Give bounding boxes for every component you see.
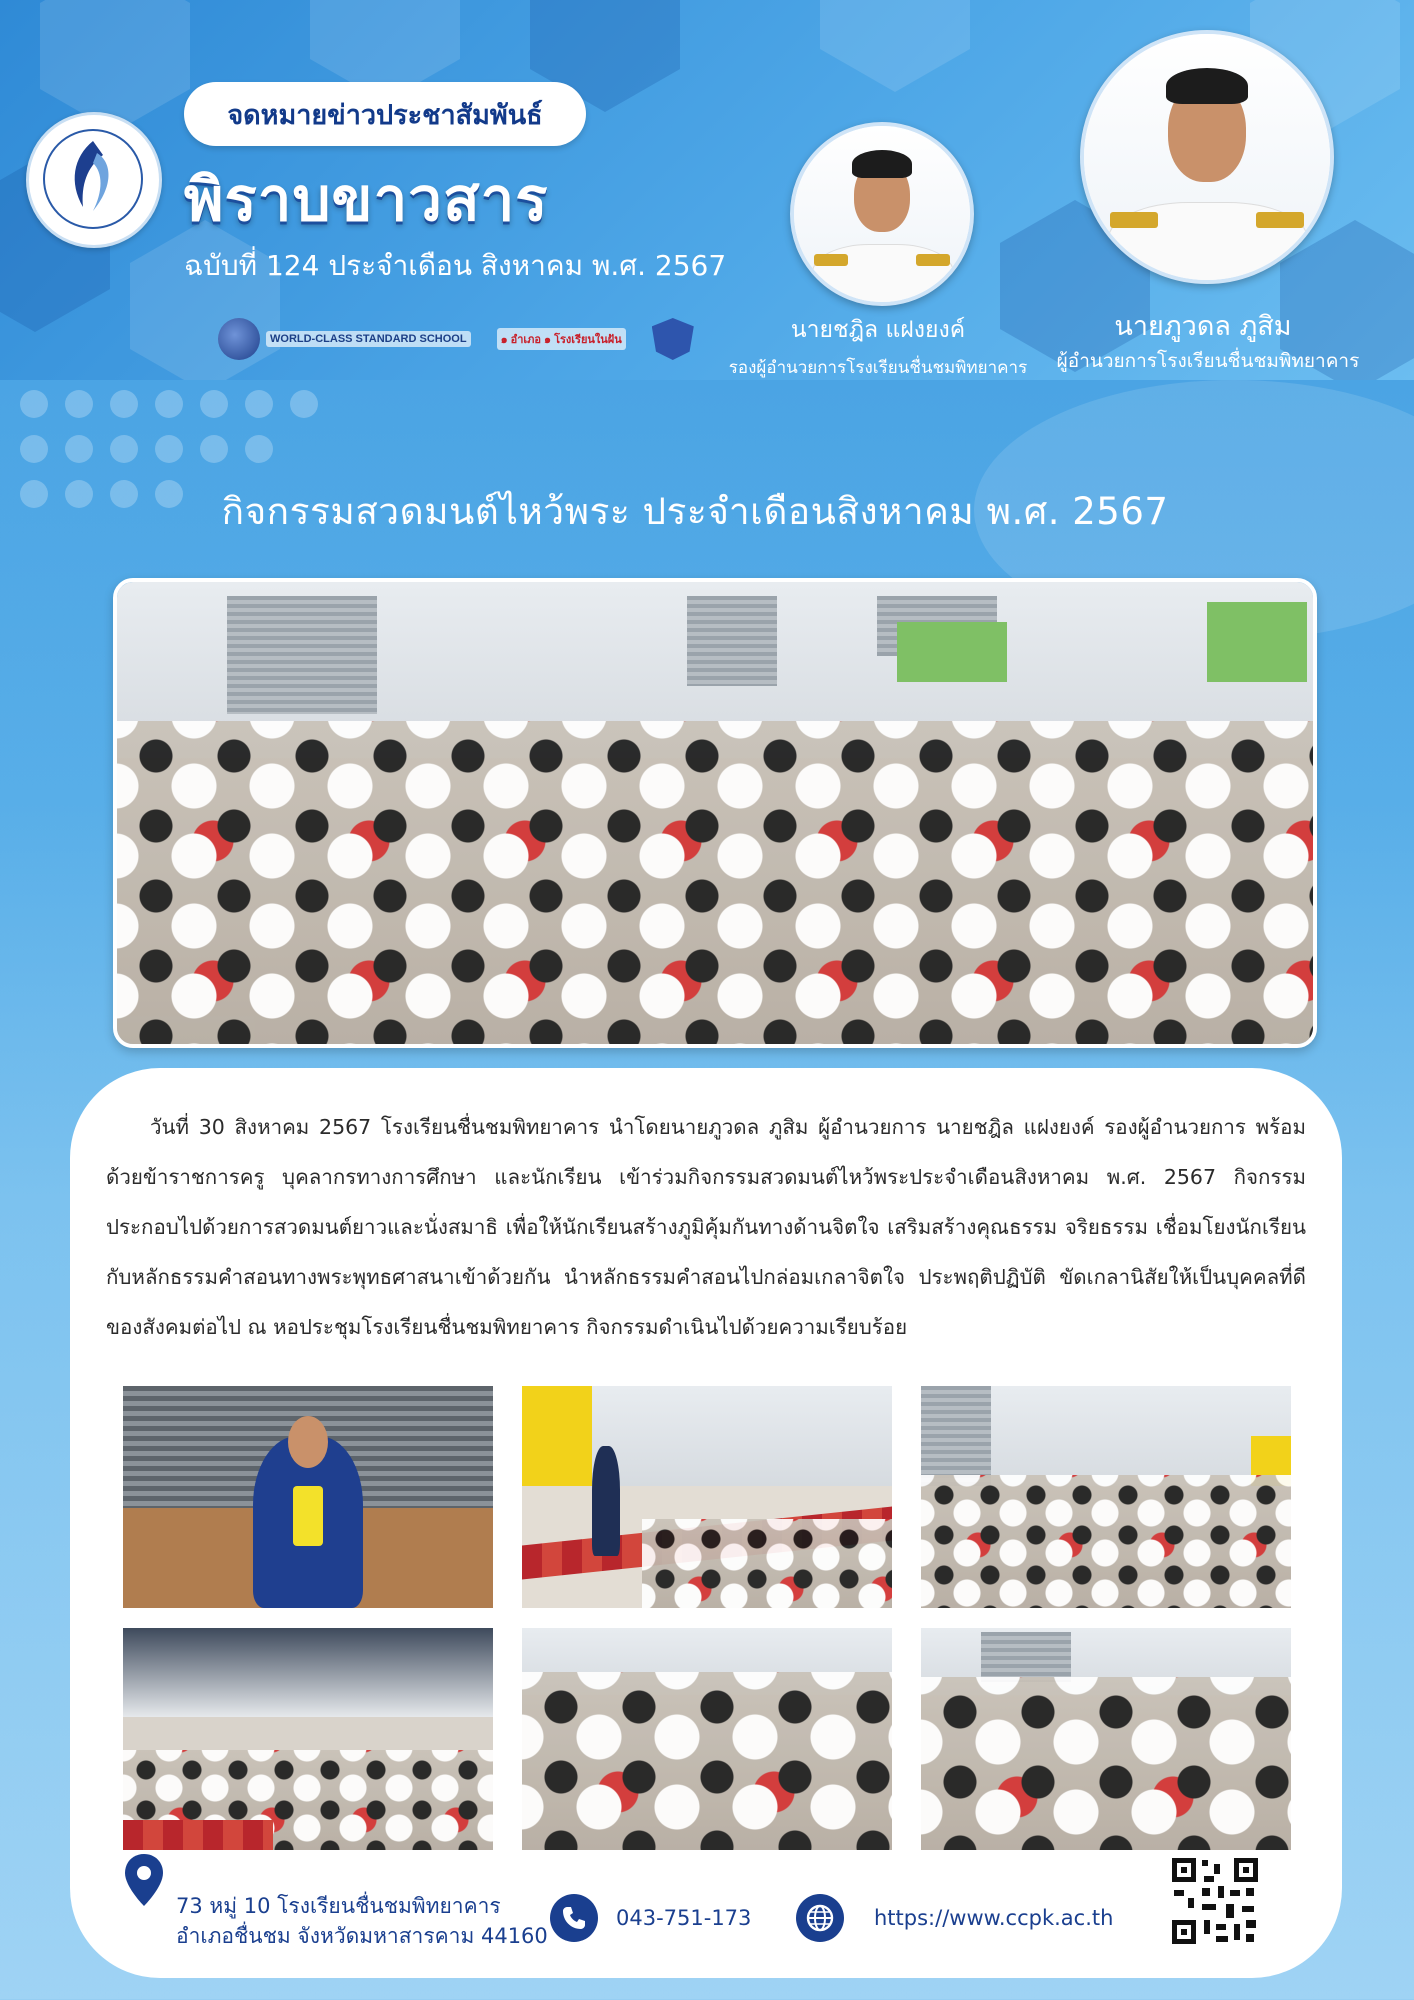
vice-director-name: นายชฎิล แฝงยงค์ [790,317,966,343]
photo-students-rows [921,1628,1291,1850]
globe-logo-icon [218,318,260,360]
article-heading: กิจกรรมสวดมนต์ไหว้พระ ประจำเดือนสิงหาคม พ.ศ. 2567 [221,490,1169,533]
website-link[interactable]: https://www.ccpk.ac.th [874,1906,1114,1930]
vice-director-role: รองผู้อำนวยการโรงเรียนชื่นชมพิทยาคาร [728,358,1028,378]
article-body: วันที่ 30 สิงหาคม 2567 โรงเรียนชื่นชมพิทยาคาร นำโดยนายภูวดล ภูสิม ผู้อำนวยการ นายชฎิล แฝงยงค์ รองผู้อำนวยการ พร้อมด้วยข้าราชการครู บุคลากรทางการศึกษา และนักเรียน เข้าร่วมกิจกรรมสวดมนต์ไหว้พระประจำเดือนสิงหาคม พ.ศ. 2567 กิจกรรมประกอบไปด้วยการสวดมนต์ยาวและนั่งสมาธิ เพื่อให้นักเรียนสร้างภูมิคุ้มกันทางด้านจิตใจ เสริมสร้างคุณธรรม จริยธรรม เชื่อมโยงนักเรียนกับหลักธรรมคำสอนทางพระพุทธศาสนาเข้าด้วยกัน นำหลักธรรมคำสอนไปกล่อมเกลาจิตใจ ประพฤติปฏิบัติ ขัดเกลานิสัยให้เป็นบุคคลที่ดีของสังคมต่อไป ณ หอประชุมโรงเรียนชื่นชมพิทยาคาร กิจกรรมดำเนินไปด้วยความเรียบร้อย [106,1115,1306,1339]
photo-speaker [123,1386,493,1608]
phone-number[interactable]: 043-751-173 [616,1906,752,1930]
photo-hall-side [921,1386,1291,1608]
vice-director-photo [790,122,974,306]
crest-icon [652,318,694,360]
globe-icon [796,1894,844,1942]
photo-hall-wide [123,1628,493,1850]
address-line-1: 73 หมู่ 10 โรงเรียนชื่นชมพิทยาคาร [176,1894,501,1918]
photo-students-meditating [522,1628,892,1850]
world-class-logo: WORLD-CLASS STANDARD SCHOOL [218,318,471,360]
dove-icon [63,137,117,217]
director-photo [1080,30,1334,284]
newsletter-type-label: จดหมายข่าวประชาสัมพันธ์ [184,82,586,146]
hero-photo [113,578,1317,1048]
dream-school-logo: ๑ อำเภอ ๑ โรงเรียนในฝัน [497,318,626,360]
qr-code-icon[interactable] [1172,1858,1258,1944]
address-line-2: อำเภอชื่นชม จังหวัดมหาสารคาม 44160 [176,1924,548,1948]
photo-stage [522,1386,892,1608]
partner-logos [218,318,694,360]
issue-line: ฉบับที่ 124 ประจำเดือน สิงหาคม พ.ศ. 2567 [184,249,727,282]
director-name: นายภูวดล ภูสิม [1114,311,1292,342]
location-pin-icon [120,1856,168,1904]
director-role: ผู้อำนวยการโรงเรียนชื่นชมพิทยาคาร [1056,350,1360,372]
school-logo [26,112,162,248]
newsletter-title: พิราบขาวสาร [184,165,549,235]
phone-icon [550,1894,598,1942]
crest-logo [652,318,694,360]
